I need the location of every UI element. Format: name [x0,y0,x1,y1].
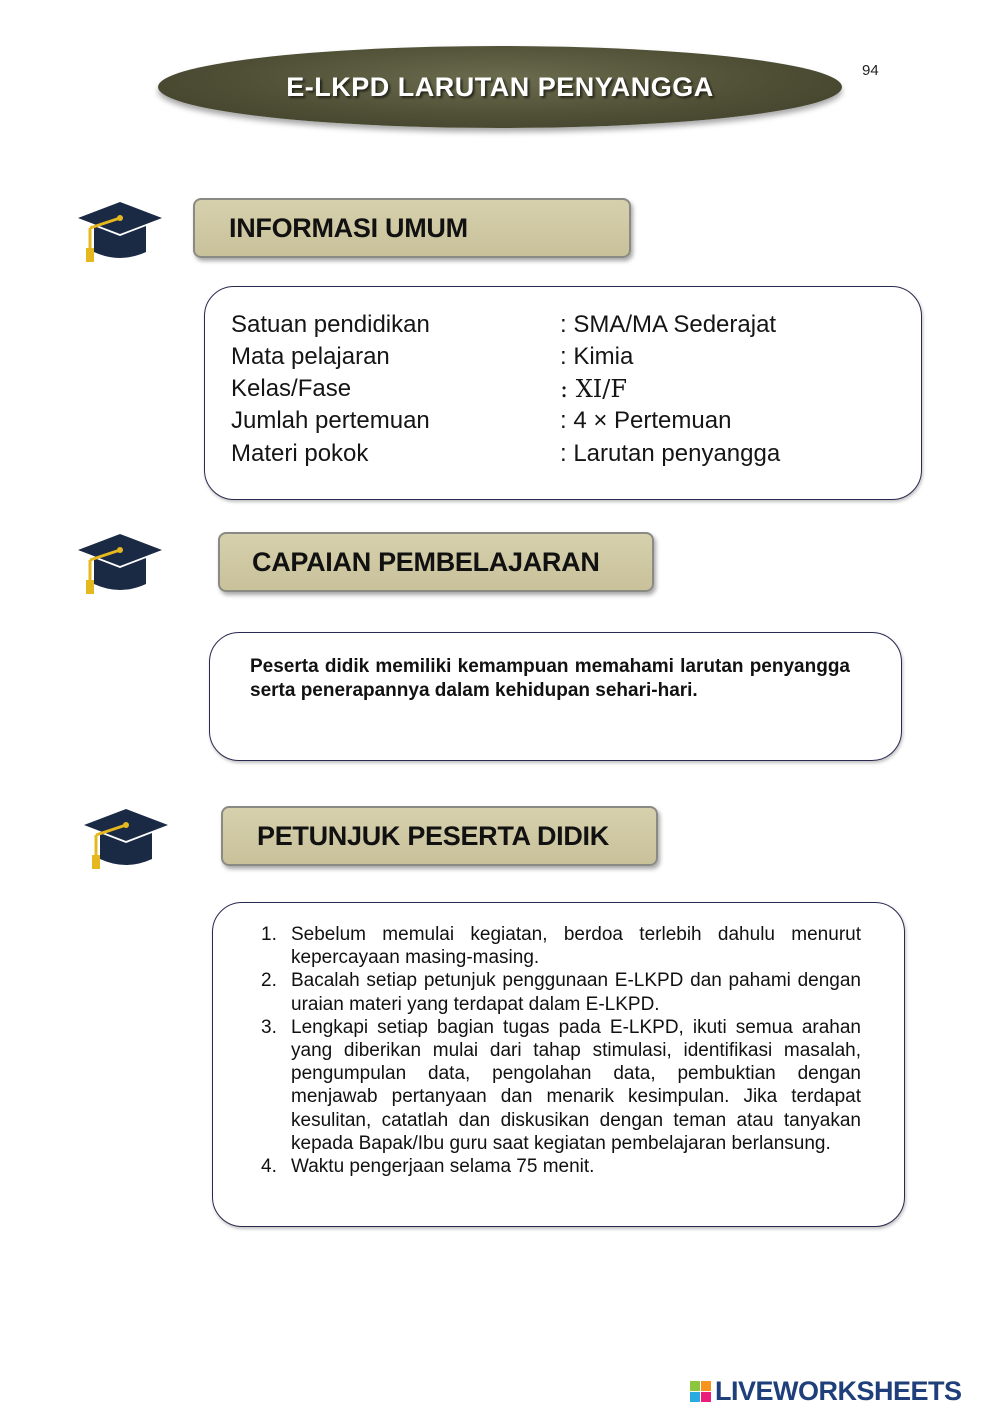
list-item [261,1016,861,1155]
info-label: Materi pokok [231,440,369,467]
page-number: 94 [862,62,879,79]
section-header-informasi-umum [193,198,631,258]
section-heading: PETUNJUK PESERTA DIDIK [257,820,609,851]
info-value: : Larutan penyangga [560,440,781,467]
brand-name: LIVEWORKSHEETS [715,1376,962,1406]
info-label: Kelas/Fase [231,375,352,402]
capaian-text: Peserta didik memiliki kemampuan memahami larutan penyangga serta penerapannya dalam kehidupan sehari-hari. [250,656,850,701]
list-text: Sebelum memulai kegiatan, berdoa terlebih dahulu menurut kepercayaan masing-masing. [291,924,861,969]
list-item [261,1155,861,1178]
list-item [261,923,861,969]
liveworksheets-logo-icon [690,1381,711,1402]
info-value: : 4 × Pertemuan [560,407,732,434]
section-header-capaian-pembelajaran [218,532,654,592]
list-number: 2. [261,970,277,992]
info-label: Satuan pendidikan [231,311,430,338]
page-title: E-LKPD LARUTAN PENYANGGA [286,71,714,102]
list-number: 3. [261,1016,277,1038]
info-label: Jumlah pertemuan [231,407,430,434]
graduation-cap-icon [74,198,166,268]
info-label: Mata pelajaran [231,343,390,370]
capaian-box [209,632,902,761]
page-title-banner [158,46,842,128]
info-value: : XI/F [560,375,628,403]
list-number: 4. [261,1156,277,1178]
info-value: : Kimia [560,343,634,370]
info-value: : SMA/MA Sederajat [560,311,777,338]
list-text: Lengkapi setiap bagian tugas pada E-LKPD, ikuti semua arahan yang diberikan mulai dari tahap stimulasi, identifikasi masalah, pengumpulan data, pengolahan data, pembuktian dengan menjawab pertanyaan dan menarik kesimpulan. Jika terdapat kesulitan, catatlah dan diskusikan dengan teman atau tanyakan kepada Bapak/Ibu guru saat kegiatan pembelajaran berlansung. [291,1016,861,1154]
petunjuk-box [212,902,905,1227]
info-box [204,286,922,500]
list-item [261,969,861,1015]
list-number: 1. [261,924,277,945]
instruction-list [261,923,861,1178]
graduation-cap-icon [74,530,166,600]
list-text: Waktu pengerjaan selama 75 menit. [291,1156,595,1178]
list-text: Bacalah setiap petunjuk penggunaan E-LKPD dan pahami dengan uraian materi yang terdapat dalam E-LKPD. [291,970,861,1015]
liveworksheets-brand [690,1376,962,1407]
section-heading: CAPAIAN PEMBELAJARAN [252,546,600,577]
section-header-petunjuk [221,806,658,866]
section-heading: INFORMASI UMUM [229,212,468,243]
graduation-cap-icon [80,805,172,875]
